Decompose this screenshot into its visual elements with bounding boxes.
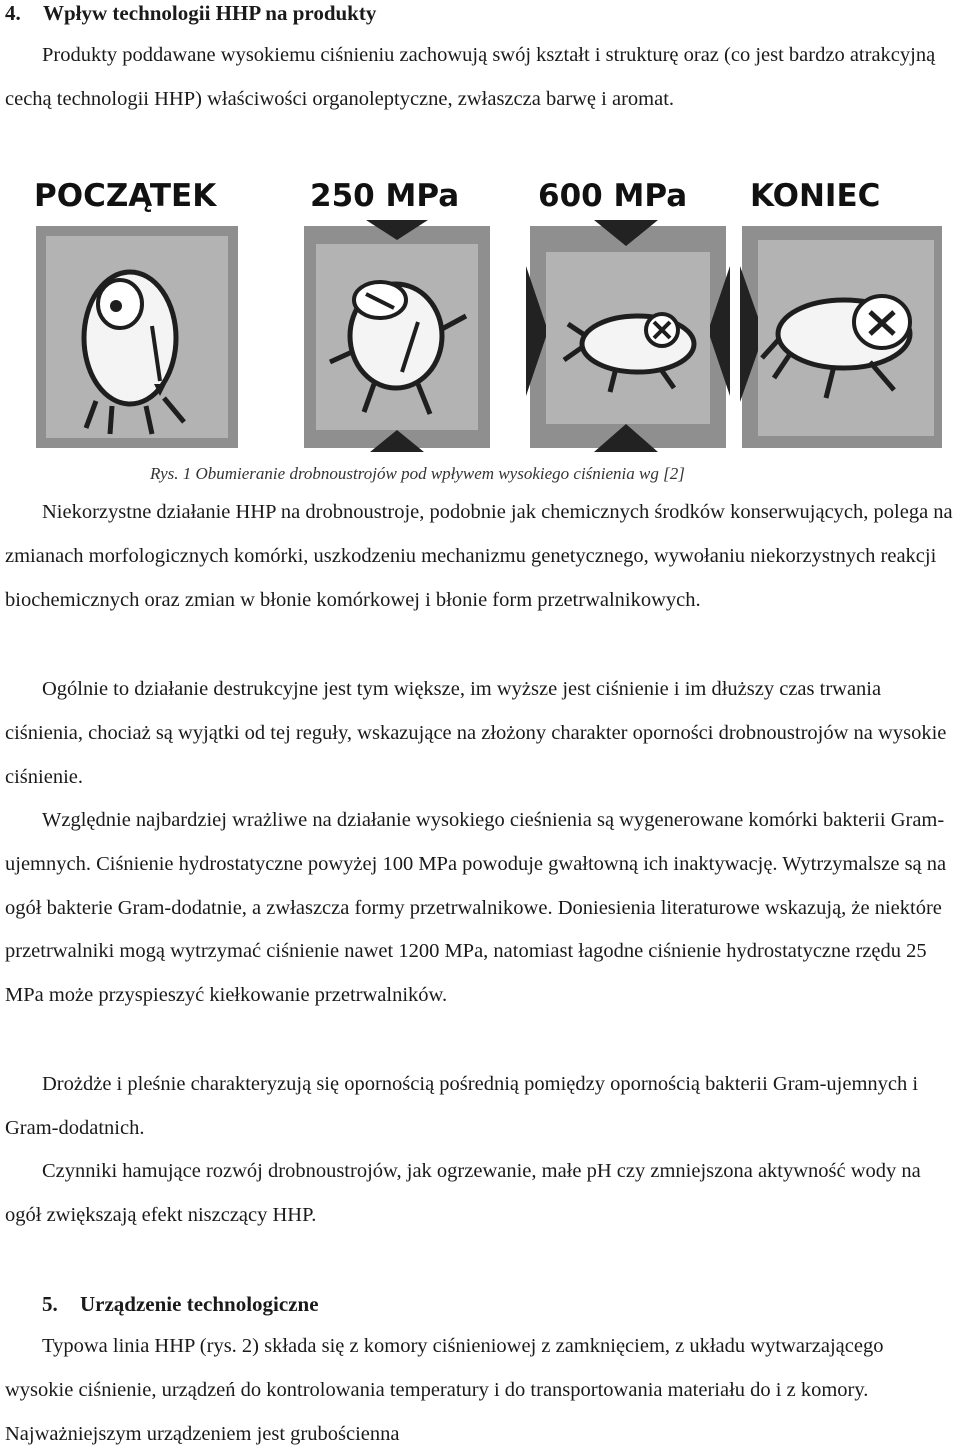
panel-end [740, 226, 942, 448]
section-title: Wpływ technologii HHP na produkty [43, 1, 377, 25]
figure-label-start: POCZĄTEK [34, 178, 217, 214]
panel-600 [526, 220, 730, 452]
panel-250 [304, 220, 490, 452]
section-title: Urządzenie technologiczne [80, 1292, 319, 1316]
section-5-heading [42, 1291, 319, 1317]
figure-caption: Rys. 1 Obumieranie drobnoustrojów pod wpływem wysokiego ciśnienia wg [2] [150, 464, 685, 483]
figure-label-600: 600 MPa [538, 178, 688, 214]
paragraph-3: Względnie najbardziej wrażliwe na działanie wysokiego cieśnienia są wygenerowane komórki bakterii Gram-ujemnych. Ciśnienie hydrostatyczne powyżej 100 MPa powoduje gwałtowną ich inaktywację. Wytrzymalsze są na ogół bakterie Gram-dodatnie, a zwłaszcza formy przetrwalnikowe. Doniesienia literaturowe wskazują, że niektóre przetrwalniki mogą wytrzymać ciśnienie nawet 1200 MPa, natomiast łagodne ciśnienie hydrostatyczne rzędu 25 MPa może przyspieszyć kiełkowanie przetrwalników. [5, 809, 947, 1007]
figure-illustration [34, 176, 944, 452]
figure-label-250: 250 MPa [310, 178, 460, 214]
paragraph-2: Ogólnie to działanie destrukcyjne jest tym większe, im wyższe jest ciśnienie i im dłuższy czas trwania ciśnienia, chociaż są wyjątki od tej reguły, wskazujące na złożony charakter oporności drobnoustrojów na wysokie ciśnienie. [5, 678, 947, 788]
section-4-heading [5, 0, 376, 26]
section-number: 4. [5, 1, 21, 25]
panel-start [36, 226, 238, 448]
paragraph-5: Czynniki hamujące rozwój drobnoustrojów, jak ogrzewanie, małe pH czy zmniejszona aktywność wody na ogół zwiększają efekt niszczący HHP. [5, 1160, 921, 1226]
section-5-paragraph: Typowa linia HHP (rys. 2) składa się z komory ciśnieniowej z zamknięciem, z układu wytwarzającego wysokie ciśnienie, urządzeń do kontrolowania temperatury i do transportowania materiału do i z komory. Najważniejszym urządzeniem jest grubościenna [5, 1335, 884, 1445]
figure-label-end: KONIEC [750, 178, 881, 214]
intro-paragraph: Produkty poddawane wysokiemu ciśnieniu zachowują swój kształt i strukturę oraz (co jest bardzo atrakcyjną cechą technologii HHP) właściwości organoleptyczne, zwłaszcza barwę i aromat. [5, 44, 936, 110]
paragraph-1: Niekorzystne działanie HHP na drobnoustroje, podobnie jak chemicznych środków konserwujących, polega na zmianach morfologicznych komórki, uszkodzeniu mechanizmu genetycznego, wywołaniu niekorzystnych reakcji biochemicznych oraz zmian w błonie komórkowej i błonie form przetrwalnikowych. [5, 501, 953, 611]
figure-microbe-pressure [34, 176, 944, 452]
section-number: 5. [42, 1292, 58, 1316]
paragraph-4: Drożdże i pleśnie charakteryzują się opornością pośrednią pomiędzy opornością bakterii Gram-ujemnych i Gram-dodatnich. [5, 1073, 919, 1139]
